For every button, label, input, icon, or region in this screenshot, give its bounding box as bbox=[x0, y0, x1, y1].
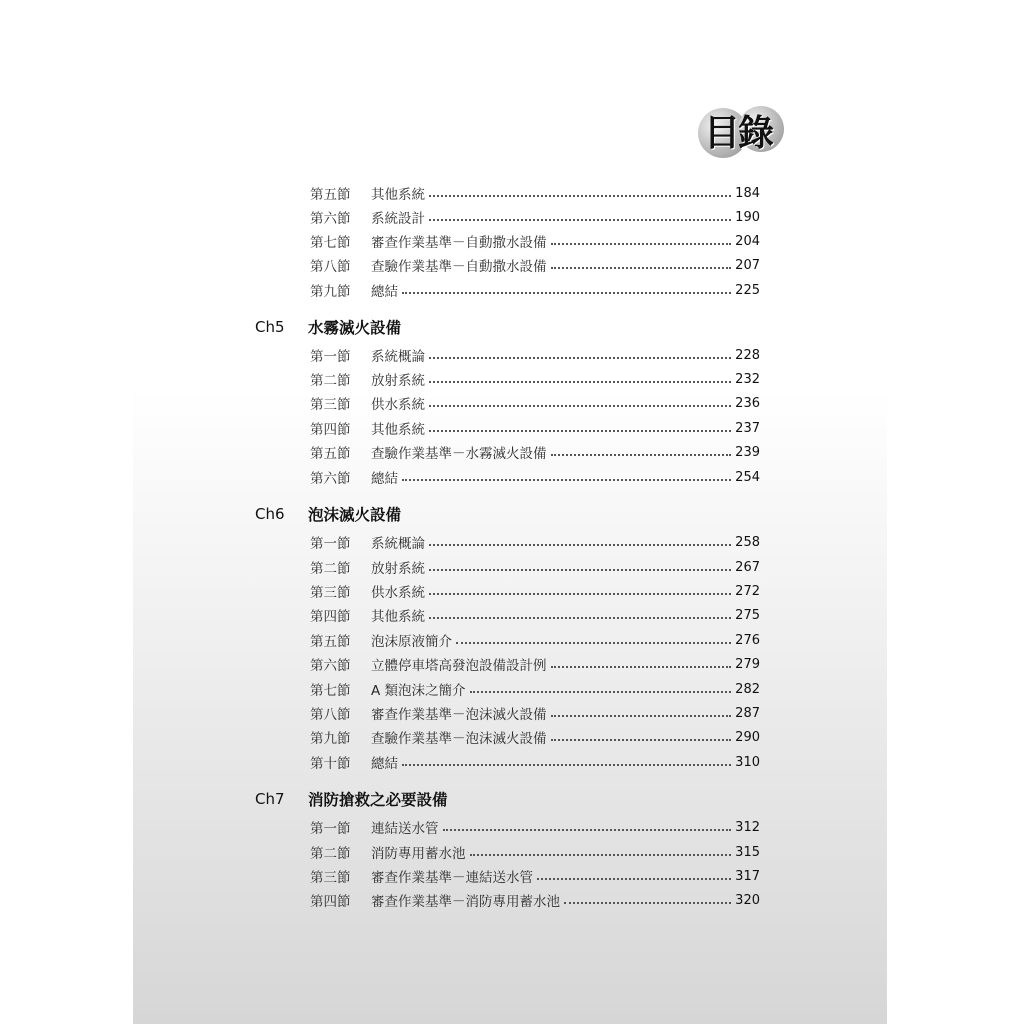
dot-leader bbox=[537, 878, 731, 880]
toc-row bbox=[310, 369, 760, 389]
dot-leader bbox=[429, 569, 731, 571]
section-title: 總結 bbox=[371, 284, 398, 300]
section-number: 第一節 bbox=[310, 536, 351, 552]
dot-leader bbox=[564, 902, 731, 904]
section-number: 第七節 bbox=[310, 235, 351, 251]
dot-leader bbox=[429, 357, 731, 359]
dot-leader bbox=[402, 292, 731, 294]
dot-leader bbox=[551, 243, 732, 245]
dot-leader bbox=[443, 829, 732, 831]
section-number: 第八節 bbox=[310, 259, 351, 275]
dot-leader bbox=[429, 593, 731, 595]
dot-leader bbox=[402, 764, 731, 766]
toc-row bbox=[310, 183, 760, 203]
toc-row bbox=[310, 630, 760, 650]
toc-row bbox=[310, 467, 760, 487]
section-title: 供水系統 bbox=[371, 585, 425, 601]
section-number: 第三節 bbox=[310, 870, 351, 886]
chapter-title: 泡沫滅火設備 bbox=[308, 506, 402, 524]
section-title: 系統概論 bbox=[371, 349, 425, 365]
chapter-title: 水霧滅火設備 bbox=[308, 319, 402, 337]
toc-row bbox=[310, 345, 760, 365]
section-title: 系統設計 bbox=[371, 211, 425, 227]
section-title: 供水系統 bbox=[371, 397, 425, 413]
page-number: 207 bbox=[735, 257, 760, 273]
section-number: 第五節 bbox=[310, 634, 351, 650]
toc-row bbox=[310, 752, 760, 772]
section-number: 第六節 bbox=[310, 471, 351, 487]
section-number: 第四節 bbox=[310, 894, 351, 910]
section-title: 立體停車塔高發泡設備設計例 bbox=[371, 658, 547, 674]
section-title: 其他系統 bbox=[371, 187, 425, 203]
page-number: 276 bbox=[735, 632, 760, 648]
toc-row bbox=[310, 207, 760, 227]
toc-row bbox=[310, 679, 760, 699]
section-number: 第一節 bbox=[310, 821, 351, 837]
section-number: 第四節 bbox=[310, 609, 351, 625]
page-number: 232 bbox=[735, 371, 760, 387]
section-title: 泡沫原液簡介 bbox=[371, 634, 452, 650]
toc-row bbox=[310, 817, 760, 837]
dot-leader bbox=[551, 715, 732, 717]
page-number: 275 bbox=[735, 607, 760, 623]
toc-row bbox=[310, 280, 760, 300]
section-number: 第五節 bbox=[310, 187, 351, 203]
dot-leader bbox=[429, 430, 731, 432]
chapter-heading bbox=[255, 502, 401, 526]
chapter-number: Ch5 bbox=[255, 318, 285, 336]
section-number: 第八節 bbox=[310, 707, 351, 723]
toc-row bbox=[310, 442, 760, 462]
dot-leader bbox=[456, 642, 731, 644]
section-title: 其他系統 bbox=[371, 422, 425, 438]
toc-row bbox=[310, 703, 760, 723]
section-number: 第三節 bbox=[310, 397, 351, 413]
chapter-title: 消防搶救之必要設備 bbox=[308, 791, 448, 809]
page-number: 254 bbox=[735, 469, 760, 485]
page-number: 228 bbox=[735, 347, 760, 363]
section-title: A 類泡沫之簡介 bbox=[371, 683, 466, 699]
section-title: 總結 bbox=[371, 756, 398, 772]
dot-leader bbox=[551, 739, 732, 741]
section-title: 系統概論 bbox=[371, 536, 425, 552]
dot-leader bbox=[429, 381, 731, 383]
chapter-number: Ch7 bbox=[255, 790, 285, 808]
page-number: 204 bbox=[735, 233, 760, 249]
section-number: 第六節 bbox=[310, 211, 351, 227]
section-title: 其他系統 bbox=[371, 609, 425, 625]
toc-row bbox=[310, 557, 760, 577]
section-title: 審查作業基準－自動撒水設備 bbox=[371, 235, 547, 251]
toc-row bbox=[310, 866, 760, 886]
page-number: 312 bbox=[735, 819, 760, 835]
toc-row bbox=[310, 255, 760, 275]
toc-title: 目錄 bbox=[704, 113, 773, 154]
toc-row bbox=[310, 418, 760, 438]
dot-leader bbox=[551, 666, 732, 668]
section-number: 第九節 bbox=[310, 731, 351, 747]
toc-row bbox=[310, 842, 760, 862]
dot-leader bbox=[429, 195, 731, 197]
page-number: 190 bbox=[735, 209, 760, 225]
section-title: 消防專用蓄水池 bbox=[371, 846, 466, 862]
section-number: 第五節 bbox=[310, 446, 351, 462]
section-title: 放射系統 bbox=[371, 373, 425, 389]
section-number: 第三節 bbox=[310, 585, 351, 601]
section-number: 第二節 bbox=[310, 373, 351, 389]
page-number: 282 bbox=[735, 681, 760, 697]
section-number: 第四節 bbox=[310, 422, 351, 438]
section-title: 審查作業基準－連結送水管 bbox=[371, 870, 533, 886]
chapter-number: Ch6 bbox=[255, 505, 285, 523]
chapter-heading bbox=[255, 787, 448, 811]
chapter-heading bbox=[255, 315, 401, 339]
dot-leader bbox=[402, 479, 731, 481]
page-number: 236 bbox=[735, 395, 760, 411]
toc-header-badge bbox=[698, 106, 790, 160]
page-number: 258 bbox=[735, 534, 760, 550]
dot-leader bbox=[551, 454, 732, 456]
section-title: 放射系統 bbox=[371, 561, 425, 577]
page-number: 237 bbox=[735, 420, 760, 436]
section-number: 第一節 bbox=[310, 349, 351, 365]
section-number: 第九節 bbox=[310, 284, 351, 300]
section-number: 第六節 bbox=[310, 658, 351, 674]
page-number: 287 bbox=[735, 705, 760, 721]
page-number: 315 bbox=[735, 844, 760, 860]
section-number: 第七節 bbox=[310, 683, 351, 699]
dot-leader bbox=[429, 544, 731, 546]
toc-row bbox=[310, 532, 760, 552]
dot-leader bbox=[470, 854, 732, 856]
dot-leader bbox=[429, 405, 731, 407]
toc-row bbox=[310, 890, 760, 910]
dot-leader bbox=[470, 691, 732, 693]
page-number: 317 bbox=[735, 868, 760, 884]
section-title: 審查作業基準－消防專用蓄水池 bbox=[371, 894, 560, 910]
section-title: 查驗作業基準－泡沫滅火設備 bbox=[371, 731, 547, 747]
section-number: 第二節 bbox=[310, 561, 351, 577]
page-number: 267 bbox=[735, 559, 760, 575]
section-number: 第二節 bbox=[310, 846, 351, 862]
toc-row bbox=[310, 393, 760, 413]
dot-leader bbox=[429, 219, 731, 221]
toc-row bbox=[310, 654, 760, 674]
section-title: 連結送水管 bbox=[371, 821, 439, 837]
page-number: 184 bbox=[735, 185, 760, 201]
dot-leader bbox=[551, 267, 732, 269]
toc-row bbox=[310, 727, 760, 747]
toc-row bbox=[310, 605, 760, 625]
section-number: 第十節 bbox=[310, 756, 351, 772]
toc-row bbox=[310, 231, 760, 251]
page-number: 279 bbox=[735, 656, 760, 672]
toc-row bbox=[310, 581, 760, 601]
section-title: 查驗作業基準－水霧滅火設備 bbox=[371, 446, 547, 462]
page-number: 225 bbox=[735, 282, 760, 298]
page-number: 290 bbox=[735, 729, 760, 745]
dot-leader bbox=[429, 617, 731, 619]
section-title: 審查作業基準－泡沫滅火設備 bbox=[371, 707, 547, 723]
page-number: 310 bbox=[735, 754, 760, 770]
section-title: 查驗作業基準－自動撒水設備 bbox=[371, 259, 547, 275]
page-number: 239 bbox=[735, 444, 760, 460]
page-number: 320 bbox=[735, 892, 760, 908]
page-number: 272 bbox=[735, 583, 760, 599]
section-title: 總結 bbox=[371, 471, 398, 487]
